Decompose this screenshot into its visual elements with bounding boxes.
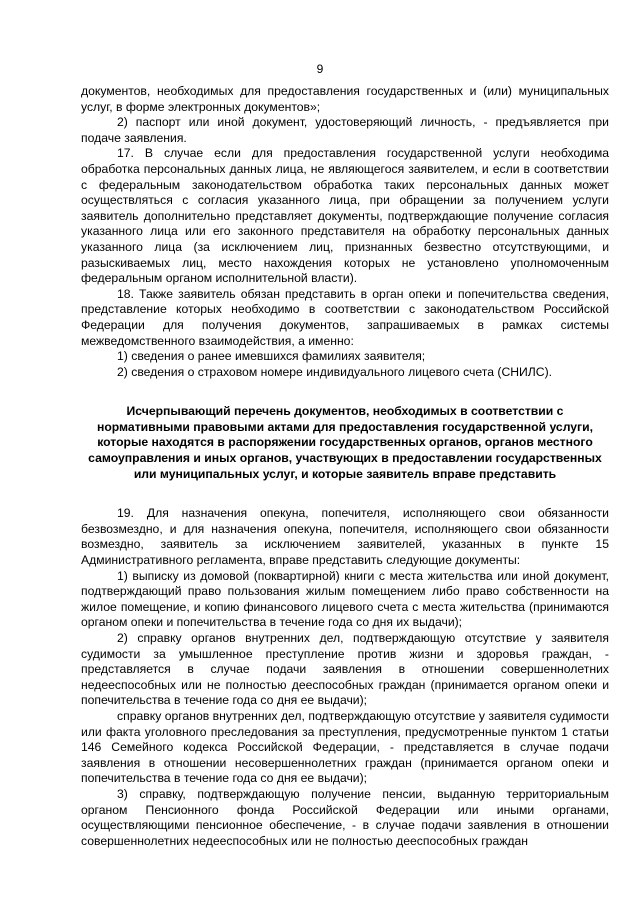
paragraph: 1) выписку из домовой (поквартирной) книги с места жительства или иной документ, подтверждающий право пользования жилым помещением либо право собственности на жилое помещение, и копию финансового лицевого счета с места жительства (принимаются органом опеки и попечительства в течение года со дня их выдачи); xyxy=(81,568,609,630)
paragraph: 3) справку, подтверждающую получение пенсии, выданную территориальным органом Пенсионного фонда Российской Федерации или иными органами, осуществляющими пенсионное обеспечение, - в случае подачи заявления в отношении совершеннолетних недееспособных или не полностью дееспособных граждан xyxy=(81,786,609,848)
paragraph: 1) сведения о ранее имевшихся фамилиях заявителя; xyxy=(117,349,426,364)
page-number: 9 xyxy=(316,62,324,76)
spacer xyxy=(81,380,609,404)
paragraph: 17. В случае если для предоставления государственной услуги необходима обработка персональных данных лица, не являющегося заявителем, и если в соответствии с федеральным законодательством обработка таких персональных данных может осуществляться с согласия указанного лица, при обращении за получением услуги заявитель дополнительно представляет документы, подтверждающие получение согласия указанного лица или его законного представителя на обработку персональных данных указанного лица (за исключением лиц, признанных безвестно отсутствующими, и разыскиваемых лиц, место нахождения которых не установлено уполномоченным федеральным органом исполнительной власти). xyxy=(81,146,609,286)
spacer xyxy=(81,482,609,506)
paragraph: 18. Также заявитель обязан представить в орган опеки и попечительства сведения, представление которых необходимо в соответствии с законодательством Российской Федерации для получения документов, запрашиваемых в рамках системы межведомственного взаимодействия, а именно: xyxy=(81,286,609,348)
paragraph: справку органов внутренних дел, подтверждающую отсутствие у заявителя судимости или факта уголовного преследования за преступления, предусмотренные пунктом 1 статьи 146 Семейного кодекса Российской Федерации, - представляется в случае подачи заявления в отношении несовершеннолетних граждан (принимается органом опеки и попечительства в течение года со дня ее выдачи); xyxy=(81,708,609,786)
paragraphs-bottom xyxy=(81,506,609,849)
paragraph: 2) справку органов внутренних дел, подтверждающую отсутствие у заявителя судимости за умышленное преступление против жизни и здоровья граждан, - представляется в случае подачи заявления в отношении совершеннолетних недееспособных или не полностью дееспособных граждан (принимается органом опеки и попечительства в течение года со дня ее выдачи); xyxy=(81,631,609,708)
paragraph: 19. Для назначения опекуна, попечителя, исполняющего свои обязанности безвозмездно, и для назначения опекуна, попечителя, исполняющего свои обязанности возмездно, заявитель за исключением заявителей, указанных в пункте 15 Административного регламента, вправе представить следующие документы: xyxy=(81,506,609,568)
paragraphs-top xyxy=(81,84,609,380)
paragraph: документов, необходимых для предоставления государственных и (или) муниципальных услуг, в форме электронных документов»; xyxy=(81,84,609,114)
paragraph: 2) паспорт или иной документ, удостоверяющий личность, - предъявляется при подаче заявления. xyxy=(81,115,609,145)
section-heading: Исчерпывающий перечень документов, необходимых в соответствии с нормативными правовыми актами для предоставления государственной услуги, которые находятся в распоряжении государственных органов, органов местного самоуправления и иных органов, участвующих в предоставлении государственных или муниципальных услуг, и которые заявитель вправе представить xyxy=(88,404,602,481)
document-body xyxy=(81,84,609,849)
paragraph: 2) сведения о страховом номере индивидуального лицевого счета (СНИЛС). xyxy=(117,364,553,379)
